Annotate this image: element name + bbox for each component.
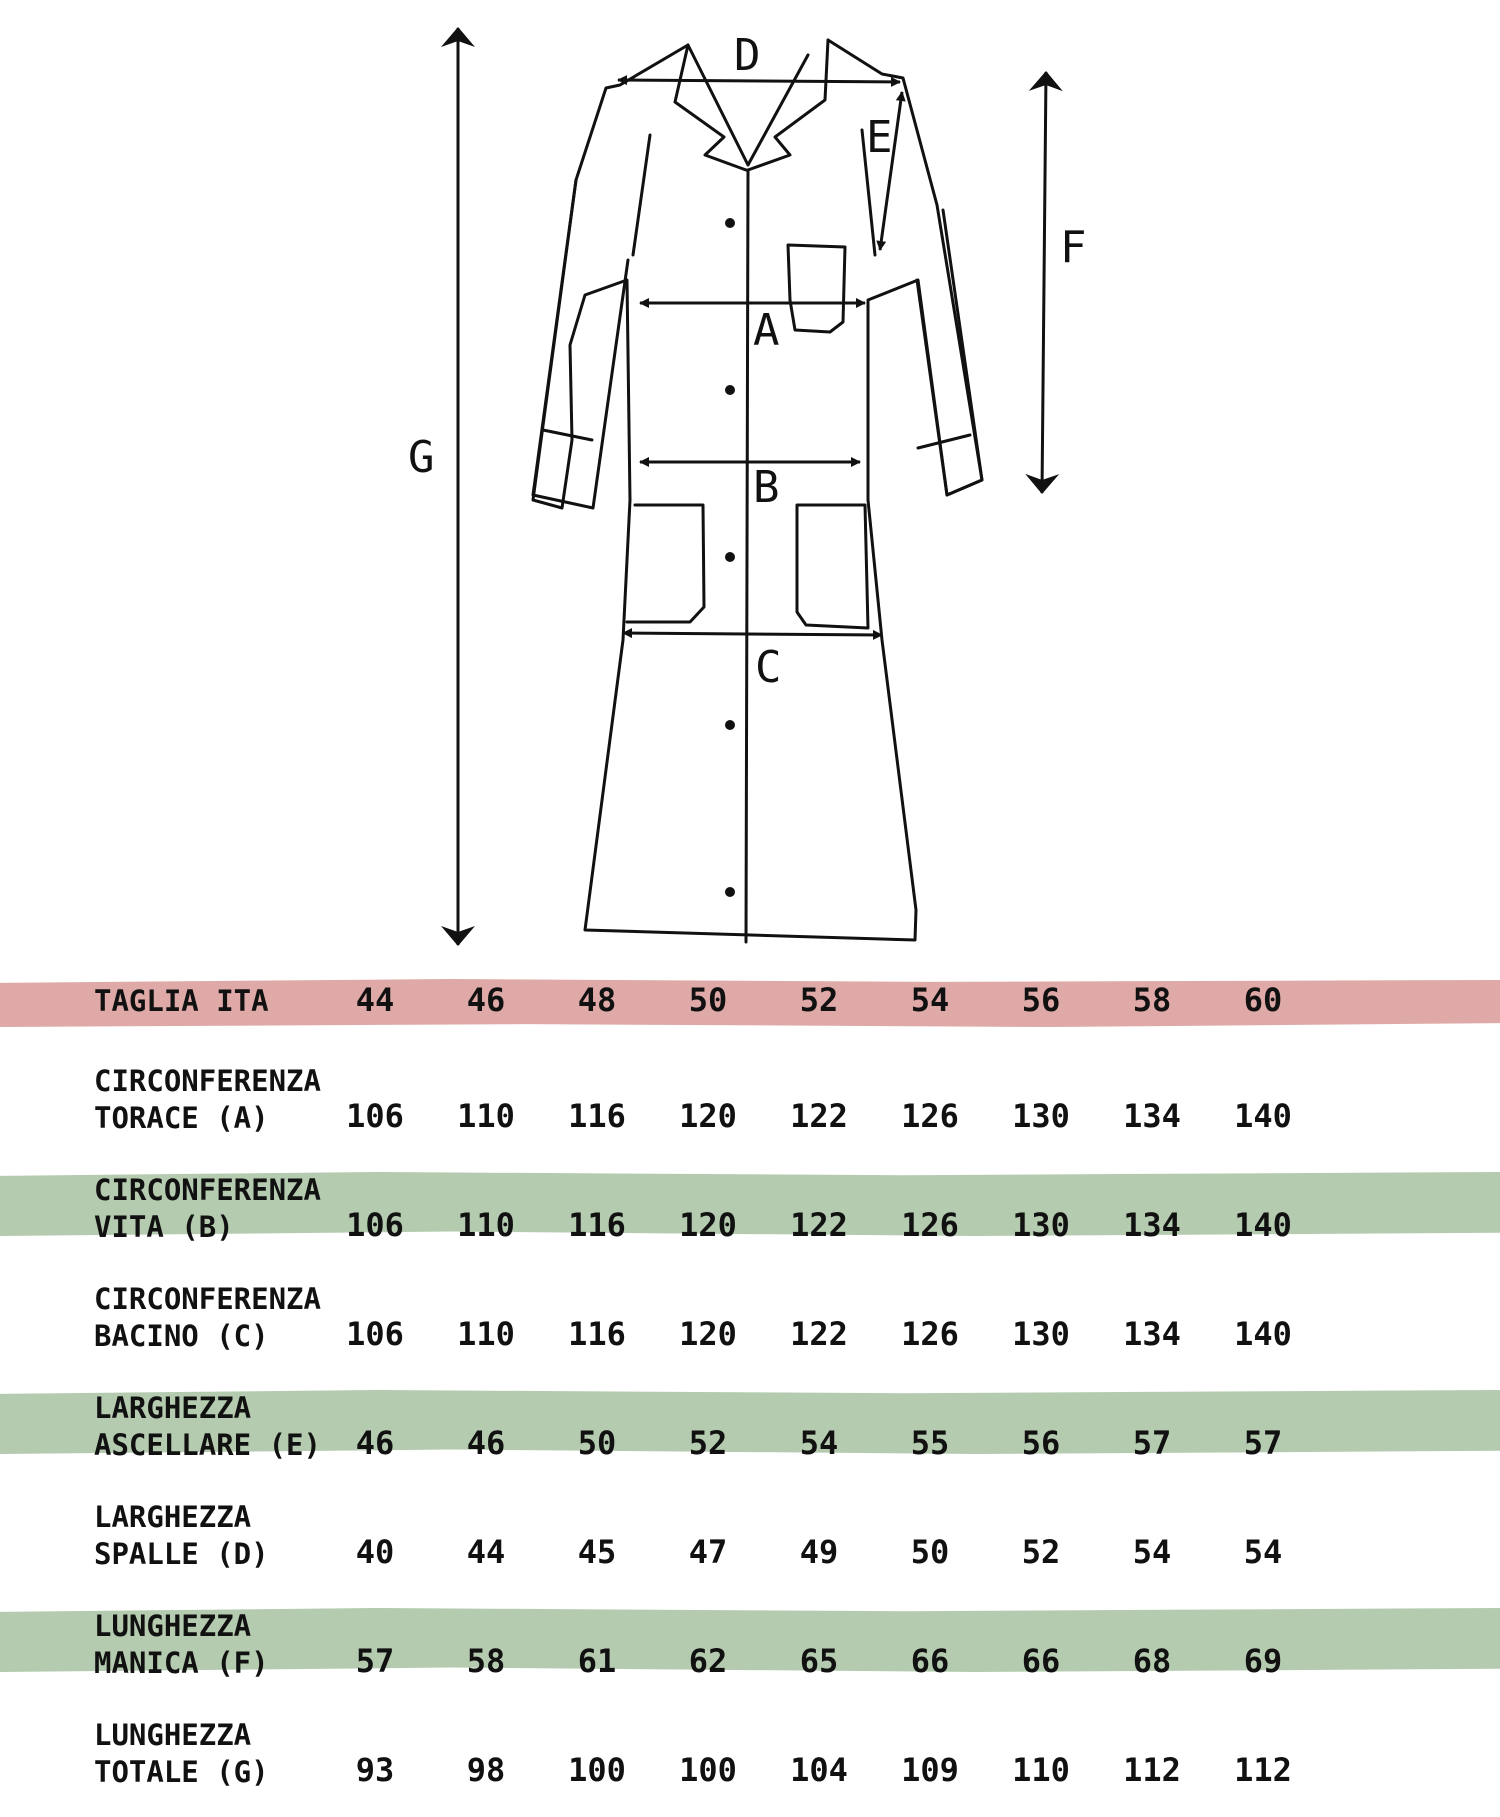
value-cell: 120 (679, 1206, 737, 1244)
row-label (94, 1499, 269, 1573)
table-row (0, 1491, 1500, 1599)
value-cell: 93 (355, 1751, 395, 1789)
row-label-line2: TORACE (A) (94, 1101, 269, 1135)
value-cell: 58 (466, 1642, 506, 1680)
value-cell: 140 (1234, 1315, 1292, 1353)
letter-f: F (1060, 222, 1087, 273)
value-cell: 134 (1123, 1206, 1181, 1244)
value-cell: 98 (466, 1751, 506, 1789)
table-row (0, 1382, 1500, 1490)
size-cell: 48 (577, 981, 617, 1019)
size-chart-table (0, 965, 1500, 1800)
value-cell: 50 (910, 1533, 950, 1571)
size-cell: 52 (799, 981, 839, 1019)
value-cell: 66 (910, 1642, 950, 1680)
value-cell: 50 (577, 1424, 617, 1462)
value-cell: 106 (346, 1206, 404, 1244)
row-label-line2: TOTALE (G) (94, 1755, 269, 1789)
size-cell: 50 (688, 981, 728, 1019)
value-cell: 46 (466, 1424, 506, 1462)
value-cell: 54 (799, 1424, 839, 1462)
row-label (94, 1281, 321, 1355)
value-cell: 110 (457, 1206, 515, 1244)
value-cell: 54 (1132, 1533, 1172, 1571)
arrow-f (1042, 72, 1046, 493)
size-cell: 44 (355, 981, 395, 1019)
value-cell: 120 (679, 1097, 737, 1135)
row-label-line2: VITA (B) (94, 1210, 234, 1244)
letter-d: D (734, 30, 761, 81)
size-cell: 56 (1021, 981, 1061, 1019)
value-cell: 122 (790, 1206, 848, 1244)
letter-a: A (753, 305, 780, 356)
row-label-line2: BACINO (C) (94, 1319, 269, 1353)
value-cell: 110 (457, 1315, 515, 1353)
value-cell: 57 (355, 1642, 395, 1680)
value-cell: 130 (1012, 1315, 1070, 1353)
arrow-c (623, 633, 882, 635)
row-label (94, 1608, 269, 1682)
coat-buttons (725, 218, 735, 897)
row-label-line1: LUNGHEZZA (94, 1718, 252, 1752)
value-cell: 54 (1243, 1533, 1283, 1571)
value-cell: 69 (1243, 1642, 1283, 1680)
value-cell: 106 (346, 1315, 404, 1353)
value-cell: 122 (790, 1315, 848, 1353)
row-label-line1: LARGHEZZA (94, 1500, 252, 1534)
value-cell: 110 (457, 1097, 515, 1135)
value-cell: 110 (1012, 1751, 1070, 1789)
value-cell: 134 (1123, 1097, 1181, 1135)
value-cell: 52 (688, 1424, 728, 1462)
value-cell: 112 (1123, 1751, 1181, 1789)
value-cell: 61 (577, 1642, 617, 1680)
row-label-line1: LARGHEZZA (94, 1391, 252, 1425)
value-cell: 126 (901, 1206, 959, 1244)
value-cell: 57 (1243, 1424, 1283, 1462)
table-row (0, 1164, 1500, 1272)
table-row (0, 1273, 1500, 1381)
table-row (0, 1709, 1500, 1817)
letter-g: G (408, 432, 435, 483)
value-cell: 104 (790, 1751, 848, 1789)
value-cell: 44 (466, 1533, 506, 1571)
value-cell: 106 (346, 1097, 404, 1135)
value-cell: 65 (799, 1642, 839, 1680)
row-label-line2: MANICA (F) (94, 1646, 269, 1680)
value-cell: 100 (679, 1751, 737, 1789)
value-cell: 109 (901, 1751, 959, 1789)
value-cell: 140 (1234, 1097, 1292, 1135)
value-cell: 52 (1021, 1533, 1061, 1571)
size-cell: 58 (1132, 981, 1172, 1019)
value-cell: 116 (568, 1206, 626, 1244)
row-label (94, 1390, 321, 1464)
row-label-line2: ASCELLARE (E) (94, 1428, 321, 1462)
value-cell: 47 (688, 1533, 728, 1571)
value-cell: 126 (901, 1097, 959, 1135)
row-label-line1: CIRCONFERENZA (94, 1282, 321, 1316)
row-label-line1: LUNGHEZZA (94, 1609, 252, 1643)
value-cell: 120 (679, 1315, 737, 1353)
row-label-line1: CIRCONFERENZA (94, 1173, 321, 1207)
size-cell: 60 (1243, 981, 1283, 1019)
value-cell: 56 (1021, 1424, 1061, 1462)
letter-c: C (755, 642, 782, 693)
value-cell: 130 (1012, 1206, 1070, 1244)
value-cell: 40 (355, 1533, 395, 1571)
row-label (94, 1063, 321, 1137)
table-row (0, 1055, 1500, 1163)
value-cell: 45 (577, 1533, 617, 1571)
letter-e: E (866, 112, 893, 163)
value-cell: 116 (568, 1097, 626, 1135)
value-cell: 46 (355, 1424, 395, 1462)
value-cell: 134 (1123, 1315, 1181, 1353)
value-cell: 62 (688, 1642, 728, 1680)
value-cell: 116 (568, 1315, 626, 1353)
value-cell: 66 (1021, 1642, 1061, 1680)
value-cell: 68 (1132, 1642, 1172, 1680)
value-cell: 55 (910, 1424, 950, 1462)
value-cell: 49 (799, 1533, 839, 1571)
value-cell: 100 (568, 1751, 626, 1789)
value-cell: 122 (790, 1097, 848, 1135)
value-cell: 112 (1234, 1751, 1292, 1789)
header-label: TAGLIA ITA (94, 984, 269, 1018)
value-cell: 140 (1234, 1206, 1292, 1244)
letter-b: B (753, 462, 780, 513)
value-cell: 57 (1132, 1424, 1172, 1462)
size-cell: 54 (910, 981, 950, 1019)
value-cell: 126 (901, 1315, 959, 1353)
row-label (94, 1717, 269, 1791)
row-label-line1: CIRCONFERENZA (94, 1064, 321, 1098)
value-cell: 130 (1012, 1097, 1070, 1135)
row-label (94, 1172, 321, 1246)
size-cell: 46 (466, 981, 506, 1019)
row-label-line2: SPALLE (D) (94, 1537, 269, 1571)
table-row (0, 1600, 1500, 1708)
